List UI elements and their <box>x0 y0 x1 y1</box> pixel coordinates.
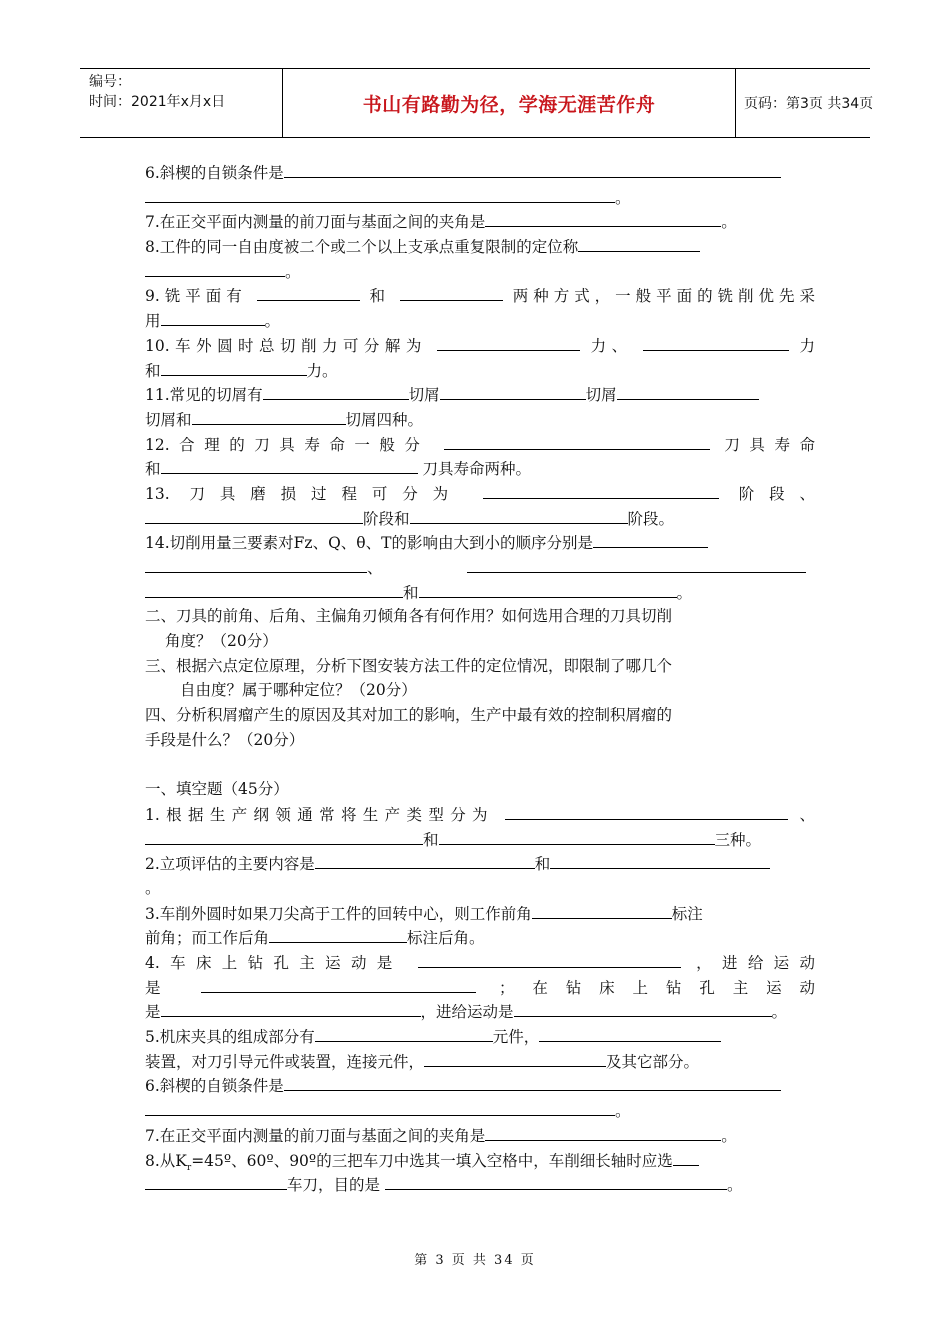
answer-blank <box>440 382 586 400</box>
question-line: 是 ；在钻床上钻孔主运动 <box>145 975 815 1000</box>
answer-blank <box>145 555 367 573</box>
answer-blank <box>550 851 770 869</box>
answer-blank <box>284 1073 781 1091</box>
question-line: 切屑和 切屑四种。 <box>145 407 815 432</box>
question-line: 、 <box>145 555 815 580</box>
question-line: 12.合理的刀具寿命一般分 刀具寿命 <box>145 432 815 457</box>
question-line: 3.车削外圆时如果刀尖高于工件的回转中心，则工作前角 标注 <box>145 901 815 926</box>
question-line: 阶段和 阶段。 <box>145 506 815 531</box>
question-line: 4.车床上钻孔主运动是 ，进给运动 <box>145 950 815 975</box>
answer-blank <box>539 1024 721 1042</box>
question-line: 前角；而工作后角 标注后角。 <box>145 925 815 950</box>
answer-blank <box>444 432 710 450</box>
answer-blank <box>269 925 407 943</box>
answer-blank <box>145 827 423 845</box>
answer-blank <box>145 580 403 598</box>
question-line: 5.机床夹具的组成部分有 元件， <box>145 1024 815 1049</box>
answer-blank <box>593 530 708 548</box>
answer-blank <box>400 283 503 301</box>
answer-blank <box>437 333 580 351</box>
answer-blank <box>643 333 789 351</box>
question-line: 装置，对刀引导元件或装置，连接元件， 及其它部分。 <box>145 1049 815 1074</box>
answer-blank <box>284 160 781 178</box>
answer-blank <box>145 506 363 524</box>
answer-blank <box>192 407 346 425</box>
answer-blank <box>263 382 409 400</box>
answer-blank <box>439 827 715 845</box>
question-line: 8.工件的同一自由度被二个或二个以上支承点重复限制的定位称 <box>145 234 815 259</box>
question-line: 2.立项评估的主要内容是 和 <box>145 851 815 876</box>
answer-blank <box>145 259 285 277</box>
page-header <box>80 68 874 138</box>
document-body <box>145 160 815 1197</box>
question-line: 和 力。 <box>145 358 815 383</box>
answer-blank <box>161 456 418 474</box>
question-line: 7.在正交平面内测量的前刀面与基面之间的夹角是 。 <box>145 1123 815 1148</box>
answer-blank <box>410 506 628 524</box>
answer-blank <box>532 901 672 919</box>
answer-blank <box>485 209 721 227</box>
question-line: 用 。 <box>145 308 815 333</box>
question-line: 是 ，进给运动是 。 <box>145 999 815 1024</box>
header-meta <box>80 69 282 137</box>
answer-blank <box>424 1049 606 1067</box>
essay-question: 三、根据六点定位原理，分析下图安装方法工件的定位情况，即限制了哪几个 <box>145 656 673 675</box>
essay-question: 四、分析积屑瘤产生的原因及其对加工的影响，生产中最有效的控制积屑瘤的 <box>145 706 673 725</box>
doc-date-label: 时间：2021年x月x日 <box>89 94 226 110</box>
answer-blank <box>145 185 615 203</box>
question-line: 10.车外圆时总切削力可分解为 力、 力 <box>145 333 815 358</box>
essay-question: 角度？（20分） <box>165 632 278 651</box>
answer-blank <box>201 975 476 993</box>
answer-blank <box>467 555 806 573</box>
question-line: 9.铣平面有 和 两种方式，一般平面的铣削优先采 <box>145 283 815 308</box>
question-line: 车刀，目的是 。 <box>145 1172 815 1197</box>
question-line: 和 三种。 <box>145 827 815 852</box>
essay-question: 手段是什么？（20分） <box>145 730 305 749</box>
question-line: 。 <box>145 185 815 210</box>
answer-blank <box>315 851 535 869</box>
question-line: 。 <box>145 259 815 284</box>
essay-question: 二、刀具的前角、后角、主偏角刃倾角各有何作用？如何选用合理的刀具切削 <box>145 607 673 626</box>
subscript: r <box>186 1162 192 1173</box>
answer-blank <box>617 382 759 400</box>
page-footer: 第 3 页 共 34 页 <box>414 1253 536 1268</box>
answer-blank <box>483 481 719 499</box>
answer-blank <box>145 1172 287 1190</box>
answer-blank <box>673 1148 699 1166</box>
header-motto: 书山有路勤为径，学海无涯苦作舟 <box>282 69 736 137</box>
question-line: 1.根据生产纲领通常将生产类型分为 、 <box>145 802 815 827</box>
answer-blank <box>419 580 677 598</box>
answer-blank <box>315 1024 493 1042</box>
question-line: 8.从$K_r=45º$、60º、90º的三把车刀中选其一填入空格中，车削细长轴时应选 <box>145 1148 815 1173</box>
header-page-number: 页码：第3页 共34页 <box>744 96 874 112</box>
answer-blank <box>161 999 421 1017</box>
question-line: 6.斜楔的自锁条件是 <box>145 1073 815 1098</box>
question-line: 。 <box>145 1098 815 1123</box>
answer-blank <box>485 1123 721 1141</box>
answer-blank <box>514 999 772 1017</box>
section-heading: 一、填空题（45分） <box>145 780 289 799</box>
answer-blank <box>505 802 788 820</box>
question-line: 和 。 <box>145 580 815 605</box>
question-line: 11.常见的切屑有 切屑 切屑 <box>145 382 815 407</box>
answer-blank <box>418 950 681 968</box>
question-line: 6.斜楔的自锁条件是 <box>145 160 815 185</box>
answer-blank <box>385 1172 727 1190</box>
answer-blank <box>145 1098 615 1116</box>
question-line: 14.切削用量三要素对Fz、Q、θ、T的影响由大到小的顺序分别是 <box>145 530 815 555</box>
question-line: 和 刀具寿命两种。 <box>145 456 815 481</box>
answer-blank <box>578 234 700 252</box>
essay-question: 自由度？属于哪种定位？（20分） <box>180 681 417 700</box>
question-line: 7.在正交平面内测量的前刀面与基面之间的夹角是 。 <box>145 209 815 234</box>
question-line: 13. 刀具磨损过程可分为 阶段、 <box>145 481 815 506</box>
spacer <box>145 753 815 778</box>
answer-blank <box>161 308 265 326</box>
doc-number-label: 编号： <box>89 74 131 90</box>
question-line: 。 <box>145 878 161 897</box>
answer-blank <box>161 358 307 376</box>
answer-blank <box>257 283 360 301</box>
